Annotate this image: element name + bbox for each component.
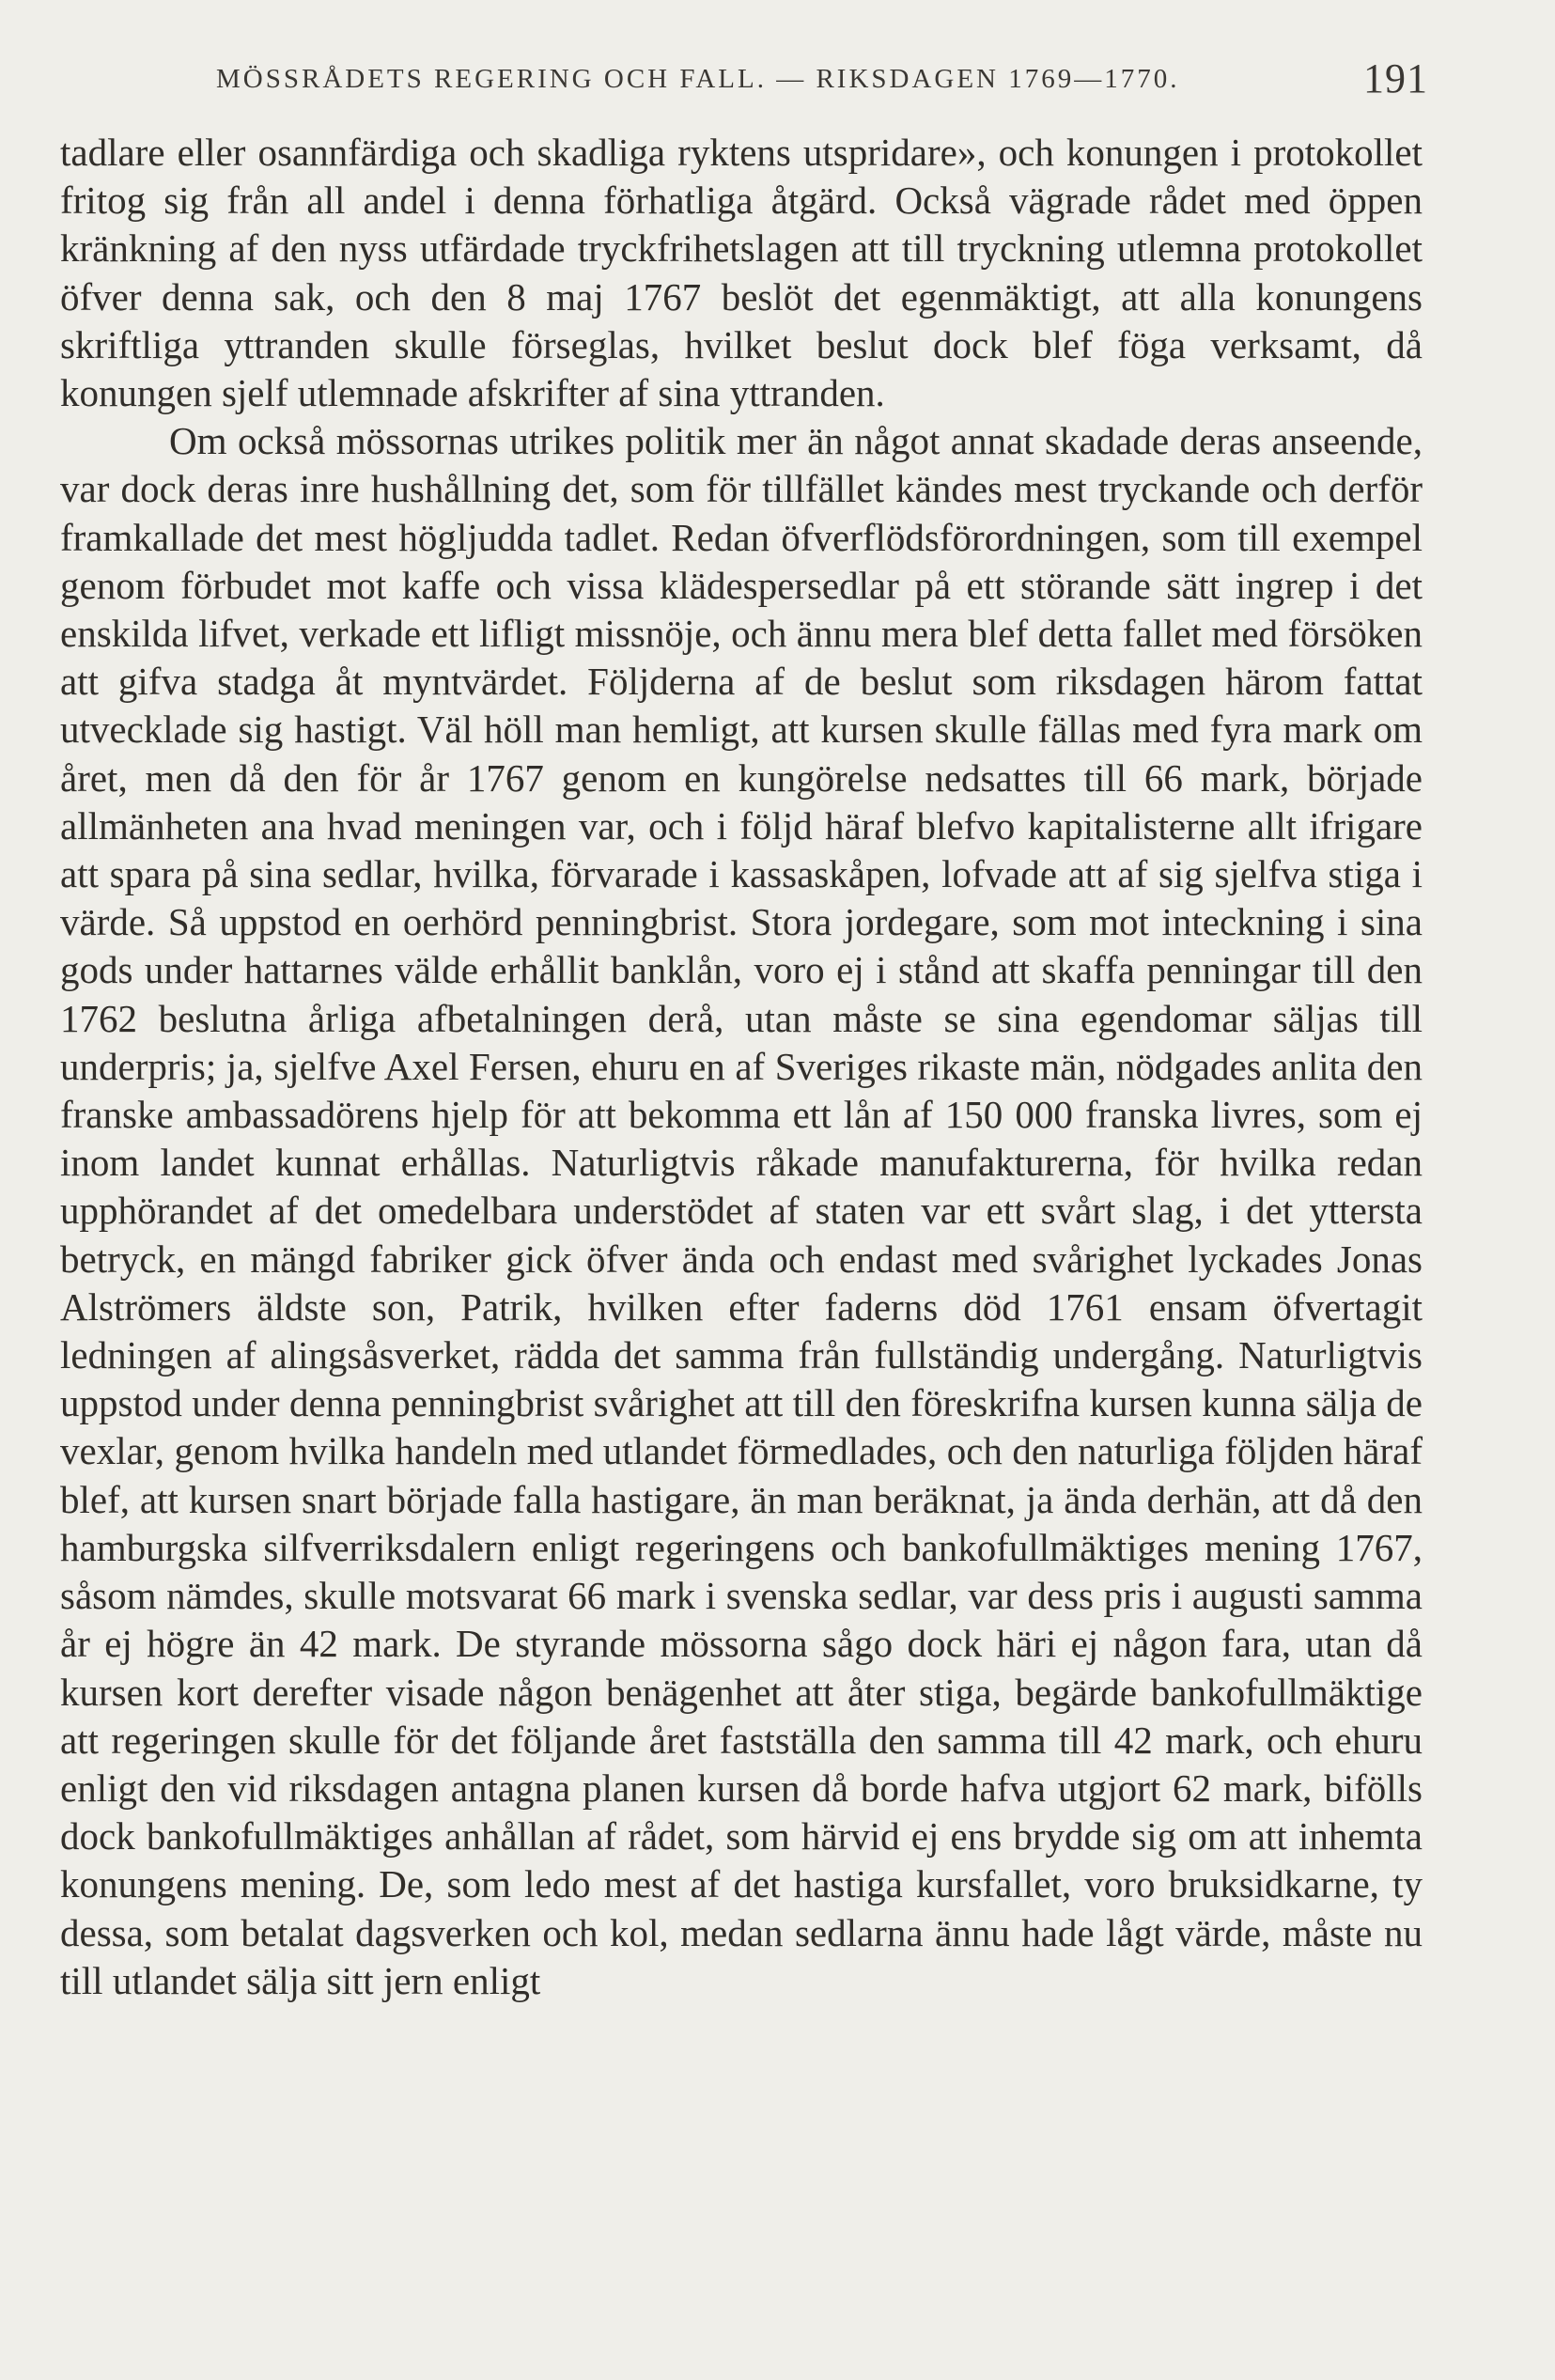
paragraph-continued: tadlare eller osannfärdiga och skadliga ryktens utspridare», och konungen i protokollet fritog sig från all andel i denna förhatliga åtgärd. Också vägrade rådet med öppen kränkning af den nyss utfärdade tryckfrihetslagen att till tryckning utlemna protokollet öfver denna sak, och den 8 maj 1767 beslöt det egenmäktigt, att alla konungens skriftliga yttranden skulle förseglas, hvilket beslut dock blef föga verksamt, då konungen sjelf utlemnade afskrifter af sina yttranden. bbox=[60, 131, 1423, 415]
page-number: 191 bbox=[1363, 55, 1428, 101]
paragraph: Om också mössornas utrikes politik mer än något annat skadade deras anseende, var dock deras inre hushållning det, som för tillfället kändes mest tryckande och derför framkallade det mest högljudda tadlet. Redan öfverflödsförordningen, som till exempel genom förbudet mot kaffe och vissa klädespersedlar på ett störande sätt ingrep i det enskilda lifvet, verkade ett lifligt missnöje, och ännu mera blef detta fallet med försöken att gifva stadga åt myntvärdet. Följderna af de beslut som riksdagen härom fattat utvecklade sig hastigt. Väl höll man hemligt, att kursen skulle fällas med fyra mark om året, men då den för år 1767 genom en kungörelse nedsattes till 66 mark, började allmänheten ana hvad meningen var, och i följd häraf blefvo kapitalisterne allt ifrigare att spara på sina sedlar, hvilka, förvarade i kassaskåpen, lofvade att af sig sjelfva stiga i värde. Så uppstod en oerhörd penningbrist. Stora jordegare, som mot inteckning i sina gods under hattarnes välde erhållit banklån, voro ej i stånd att skaffa penningar till den 1762 beslutna årliga afbetalningen derå, utan måste se sina egendomar säljas till underpris; ja, sjelfve Axel Fersen, ehuru en af Sveriges rikaste män, nödgades anlita den franske ambassadörens hjelp för att bekomma ett lån af 150 000 franska livres, som ej inom landet kunnat erhållas. Naturligtvis råkade manufakturerna, för hvilka redan upphörandet af det omedelbara understödet af staten var ett svårt slag, i det yttersta betryck, en mängd fabriker gick öfver ända och endast med svårighet lyckades Jonas Alströmers äldste son, Patrik, hvilken efter faderns död 1761 ensam öfvertagit ledningen af alingsåsverket, rädda det samma från fullständig undergång. Naturligtvis uppstod under denna penningbrist svårighet att till den föreskrifna kursen kunna sälja de vexlar, genom hvilka handeln med utlandet förmedlades, och den naturliga följden häraf blef, att kursen snart började falla hastigare, än man beräknat, ja ända derhän, att då den hamburgska silfverriksdalern enligt regeringens och bankofullmäktiges mening 1767, såsom nämdes, skulle motsvarat 66 mark i svenska sedlar, var dess pris i augusti samma år ej högre än 42 mark. De styrande mössorna sågo dock häri ej någon fara, utan då kursen kort derefter visade någon benägenhet att åter stiga, begärde bankofullmäktige att regeringen skulle för det följande året fastställa den samma till 42 mark, och ehuru enligt den vid riksdagen antagna planen kursen då borde hafva utgjort 62 mark, bifölls dock bankofullmäktiges anhållan af rådet, som härvid ej ens brydde sig om att inhemta konungens mening. De, som ledo mest af det hastiga kursfallet, voro bruksidkarne, ty dessa, som betalat dagsverken och kol, medan sedlarna ännu hade lågt värde, måste nu till utlandet sälja sitt jern enligt bbox=[60, 419, 1423, 2002]
running-title: MÖSSRÅDETS REGERING OCH FALL. — RIKSDAGEN 1769—1770. bbox=[216, 64, 1180, 94]
running-head bbox=[216, 54, 1428, 111]
body-text bbox=[60, 129, 1423, 2005]
